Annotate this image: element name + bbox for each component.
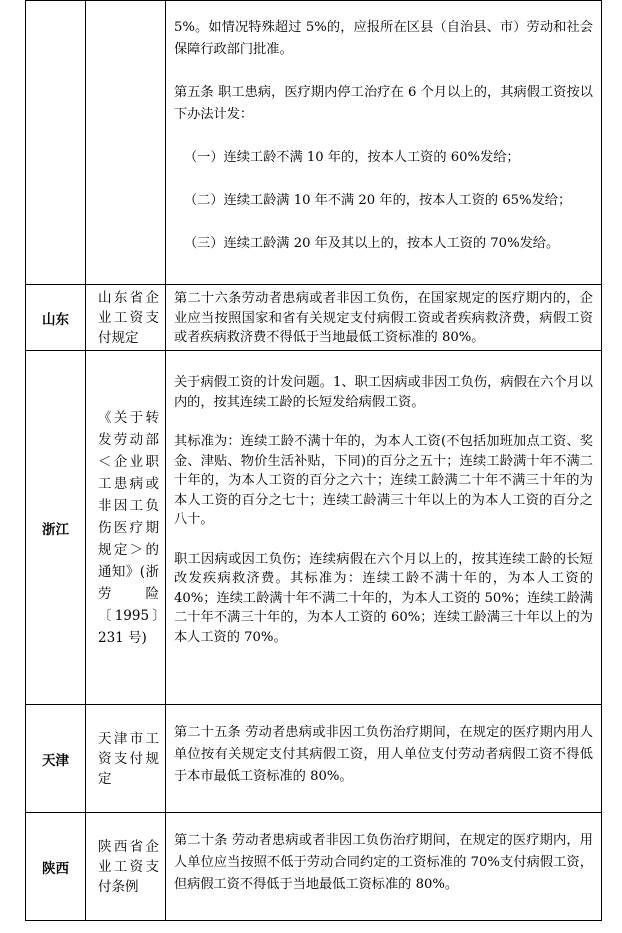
province-cell xyxy=(26,1,86,285)
table-row xyxy=(26,705,602,813)
paragraph: 关于病假工资的计发问题。1、职工因病或非因工负伤，病假在六个月以内的，按其连续工龄的长短发给病假工资。 xyxy=(174,375,593,410)
law-cell: 天津市工资支付规定 xyxy=(86,705,166,813)
list-item: （二）连续工龄满 10 年不满 20 年的，按本人工资的 65%发给； xyxy=(184,193,572,208)
law-cell: 陕西省企业工资支付条例 xyxy=(86,813,166,921)
paragraph: 第二十六条劳动者患病或者非因工负伤，在国家规定的医疗期内的，企业应当按照国家和省有关规定支付病假工资或者疾病救济费，病假工资或者疾病救济费不得低于当地最低工资标准的 80%。 xyxy=(174,291,593,345)
regulation-table xyxy=(25,0,602,921)
law-cell: 《关于转发劳动部＜企业职工患病或非因工负伤医疗期规定＞的通知》(浙劳险〔1995〕231 号) xyxy=(86,351,166,705)
content-cell xyxy=(166,285,602,351)
document-page xyxy=(25,0,601,921)
table-row xyxy=(26,285,602,351)
content-cell xyxy=(166,705,602,813)
content-cell xyxy=(166,813,602,921)
province-cell: 天津 xyxy=(26,705,86,813)
table-row xyxy=(26,813,602,921)
list-item: （一）连续工龄不满 10 年的，按本人工资的 60%发给； xyxy=(184,150,520,165)
content-cell xyxy=(166,351,602,705)
table-row xyxy=(26,1,602,285)
paragraph: 5%。如情况特殊超过 5%的，应报所在区县（自治县、市）劳动和社会保障行政部门批准。 xyxy=(174,20,593,57)
law-cell: 山东省企业工资支付规定 xyxy=(86,285,166,351)
paragraph: 第二十五条 劳动者患病或非因工负伤治疗期间，在规定的医疗期内用人单位按有关规定支付其病假工资，用人单位支付劳动者病假工资不得低于本市最低工资标准的 80%。 xyxy=(174,725,593,784)
paragraph: 职工因病或因工负伤；连续病假在六个月以上的，按其连续工龄的长短改发疾病救济费。其标准为：连续工龄不满十年的，为本人工资的 40%；连续工龄满十年不满二十年的，为本人工资的 50%；连续工龄满二十年不满三十年的，为本人工资的 60%；连续工龄满三十年以上的为本人工资的 70%。 xyxy=(174,551,593,645)
paragraph: 其标准为：连续工龄不满十年的，为本人工资(不包括加班加点工资、奖金、津贴、物价生活补贴，下同)的百分之五十；连续工龄满十年不满二十年的，为本人工资的百分之六十；连续工龄满二十年不满三十年的为本人工资的百分之七十；连续工龄满三十年以上的为本人工资的百分之八十。 xyxy=(174,434,593,527)
law-cell xyxy=(86,1,166,285)
list-item: （三）连续工龄满 20 年及其以上的，按本人工资的 70%发给。 xyxy=(184,236,560,251)
province-cell: 浙江 xyxy=(26,351,86,705)
paragraph: 第二十条 劳动者患病或者非因工负伤治疗期间，在规定的医疗期内，用人单位应当按照不低于劳动合同约定的工资标准的 70%支付病假工资，但病假工资不得低于当地最低工资标准的 80%。 xyxy=(174,833,593,892)
paragraph: 第五条 职工患病，医疗期内停工治疗在 6 个月以上的，其病假工资按以下办法计发： xyxy=(174,85,593,122)
province-cell: 陕西 xyxy=(26,813,86,921)
province-cell: 山东 xyxy=(26,285,86,351)
content-cell xyxy=(166,1,602,285)
table-row xyxy=(26,351,602,705)
